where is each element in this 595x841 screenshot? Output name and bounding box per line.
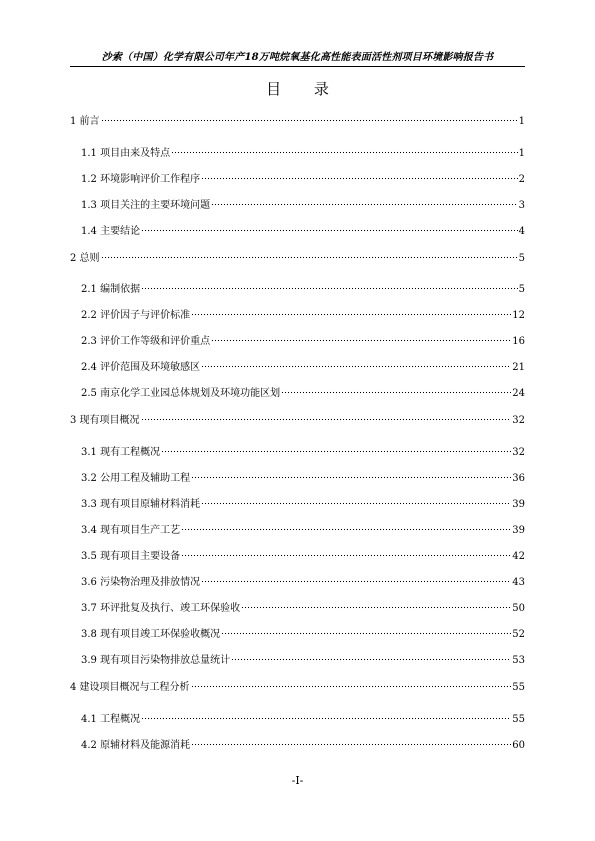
toc-entry-label: 3.2 公用工程及辅助工程 (81, 473, 191, 484)
toc-entry-label: 3.1 现有工程概况 (81, 447, 161, 458)
toc-entry-page-number: 42 (512, 551, 525, 562)
toc-entry-label: 2.4 评价范围及环境敏感区 (81, 362, 201, 373)
toc-dot-leader (191, 470, 511, 482)
toc-entry-label: 1.4 主要结论 (81, 226, 141, 237)
toc-entry-page-number: 21 (512, 362, 525, 373)
toc-dot-leader (281, 385, 511, 397)
toc-section-entry[interactable] (81, 651, 525, 667)
toc-section-entry[interactable] (81, 222, 525, 238)
toc-dot-leader (201, 359, 511, 371)
document-header: 沙索（中国）化学有限公司年产18万吨烷氧基化高性能表面活性剂项目环境影响报告书 (101, 52, 494, 63)
toc-dot-leader (141, 412, 512, 424)
toc-entry-page-number: 1 (518, 116, 525, 127)
toc-entry-page-number: 60 (512, 740, 525, 751)
toc-section-entry[interactable] (81, 469, 525, 485)
toc-dot-leader (191, 679, 512, 691)
toc-entry-label: 3 现有项目概况 (70, 415, 140, 426)
toc-section-entry[interactable] (81, 196, 525, 212)
toc-dot-leader (191, 737, 511, 749)
toc-title: 目 录 (266, 80, 343, 98)
toc-entry-page-number: 4 (518, 226, 525, 237)
toc-entry-label: 4.1 工程概况 (81, 714, 141, 725)
toc-entry-page-number: 52 (512, 629, 525, 640)
toc-dot-leader (201, 574, 511, 586)
toc-dot-leader (141, 223, 518, 235)
toc-section-entry[interactable] (81, 358, 525, 374)
toc-dot-leader (211, 197, 518, 209)
toc-entry-page-number: 24 (512, 388, 525, 399)
toc-entry-label: 2.3 评价工作等级和评价重点 (81, 336, 211, 347)
toc-dot-leader (141, 281, 518, 293)
toc-section-entry[interactable] (81, 443, 525, 459)
toc-dot-leader (231, 652, 511, 664)
toc-entry-page-number: 2 (518, 174, 525, 185)
toc-entry-label: 3.6 污染物治理及排放情况 (81, 577, 201, 588)
page-number: -I- (291, 774, 304, 787)
toc-section-entry[interactable] (81, 736, 525, 752)
toc-entry-page-number: 3 (518, 200, 525, 211)
toc-dot-leader (181, 522, 511, 534)
toc-entry-page-number: 1 (518, 148, 525, 159)
toc-dot-leader (101, 113, 518, 125)
toc-entry-label: 2 总则 (70, 253, 100, 264)
toc-section-entry[interactable] (81, 521, 525, 537)
toc-entry-label: 4 建设项目概况与工程分析 (70, 682, 190, 693)
toc-section-entry[interactable] (81, 144, 525, 160)
toc-entry-label: 2.1 编制依据 (81, 284, 141, 295)
toc-entry-page-number: 12 (512, 310, 525, 321)
toc-entry-label: 3.8 现有项目竣工环保验收概况 (81, 629, 221, 640)
toc-entry-page-number: 5 (518, 253, 525, 264)
toc-dot-leader (201, 496, 511, 508)
toc-entry-page-number: 32 (512, 447, 525, 458)
toc-entry-page-number: 50 (512, 603, 525, 614)
toc-section-entry[interactable] (81, 625, 525, 641)
toc-section-entry[interactable] (81, 280, 525, 296)
toc-section-entry[interactable] (81, 306, 525, 322)
toc-entry-label: 2.5 南京化学工业园总体规划及环境功能区划 (81, 388, 281, 399)
toc-section-entry[interactable] (81, 547, 525, 563)
toc-section-entry[interactable] (81, 599, 525, 615)
toc-section-entry[interactable] (81, 332, 525, 348)
toc-entry-label: 3.9 现有项目污染物排放总量统计 (81, 655, 231, 666)
toc-entry-page-number: 53 (512, 655, 525, 666)
toc-dot-leader (141, 711, 511, 723)
toc-section-entry[interactable] (81, 170, 525, 186)
toc-entry-label: 3.7 环评批复及执行、竣工环保验收 (81, 603, 241, 614)
toc-entry-label: 1.3 项目关注的主要环境问题 (81, 200, 211, 211)
toc-entry-page-number: 16 (512, 336, 525, 347)
toc-section-entry[interactable] (81, 384, 525, 400)
toc-entry-page-number: 32 (512, 415, 525, 426)
toc-section-entry[interactable] (81, 495, 525, 511)
header-divider (70, 66, 525, 67)
toc-entry-page-number: 55 (512, 714, 525, 725)
toc-dot-leader (221, 626, 511, 638)
toc-entry-page-number: 39 (512, 525, 525, 536)
toc-entry-page-number: 36 (512, 473, 525, 484)
toc-entry-page-number: 39 (512, 499, 525, 510)
toc-dot-leader (241, 600, 511, 612)
toc-dot-leader (101, 250, 518, 262)
toc-dot-leader (191, 307, 511, 319)
toc-entry-page-number: 55 (512, 682, 525, 693)
toc-chapter-entry[interactable] (70, 249, 525, 265)
toc-dot-leader (181, 548, 511, 560)
toc-entry-label: 1 前言 (70, 116, 100, 127)
toc-chapter-entry[interactable] (70, 112, 525, 128)
toc-entry-label: 4.2 原辅材料及能源消耗 (81, 740, 191, 751)
toc-chapter-entry[interactable] (70, 678, 525, 694)
toc-entry-label: 2.2 评价因子与评价标准 (81, 310, 191, 321)
toc-entry-label: 1.2 环境影响评价工作程序 (81, 174, 201, 185)
toc-entry-label: 3.4 现有项目生产工艺 (81, 525, 181, 536)
toc-chapter-entry[interactable] (70, 411, 525, 427)
toc-dot-leader (171, 145, 518, 157)
toc-entry-label: 3.3 现有项目原辅材料消耗 (81, 499, 201, 510)
toc-entry-page-number: 43 (512, 577, 525, 588)
toc-entry-label: 3.5 现有项目主要设备 (81, 551, 181, 562)
toc-dot-leader (201, 171, 518, 183)
toc-dot-leader (211, 333, 511, 345)
toc-section-entry[interactable] (81, 573, 525, 589)
toc-section-entry[interactable] (81, 710, 525, 726)
toc-entry-page-number: 5 (518, 284, 525, 295)
toc-entry-label: 1.1 项目由来及特点 (81, 148, 171, 159)
toc-dot-leader (161, 444, 511, 456)
